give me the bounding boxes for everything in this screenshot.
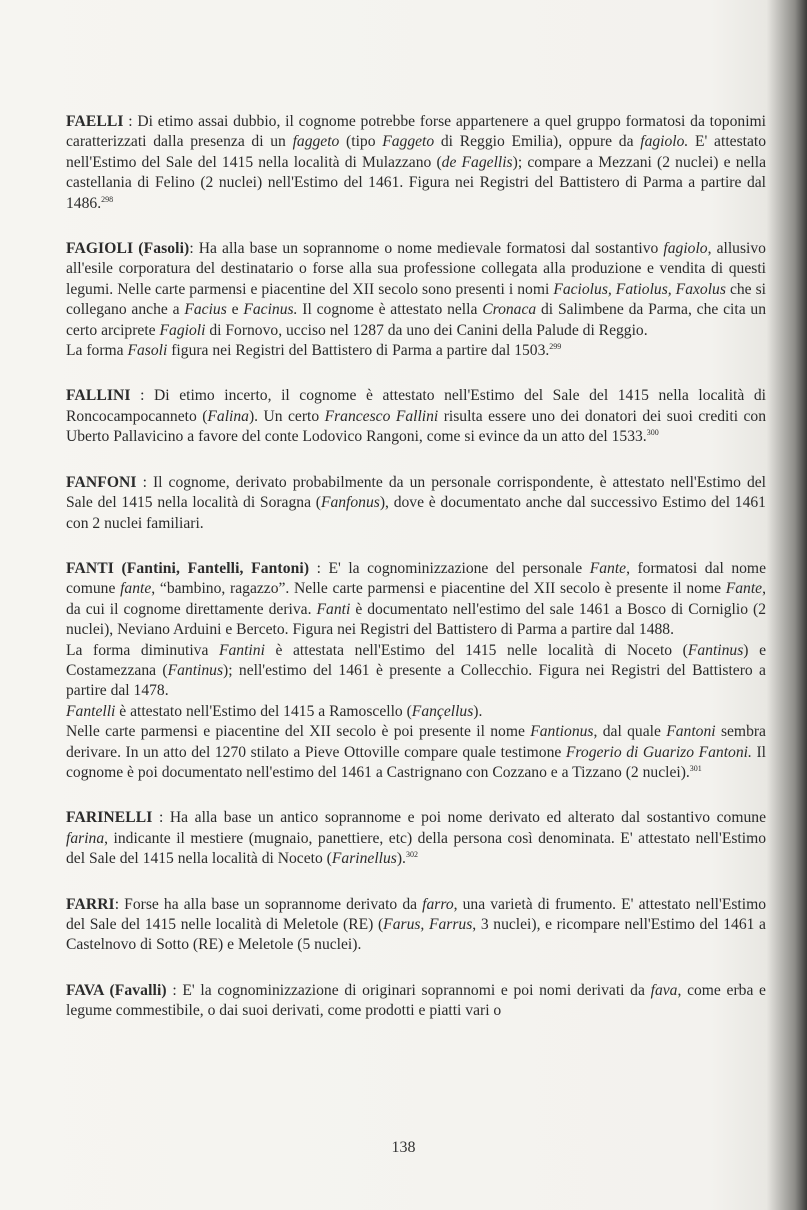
entry-fanti xyxy=(66,559,766,783)
entry-paragraph xyxy=(66,239,766,341)
italic-text: Frogerio di Guarizo Fantoni. xyxy=(565,743,752,761)
body-text: , dal quale xyxy=(593,723,667,741)
body-text: di Fornovo, ucciso nel 1287 da uno dei Canini della Palude di Reggio. xyxy=(205,321,648,339)
entry-paragraph xyxy=(66,808,766,869)
italic-text: Francesco Fallini xyxy=(324,407,439,425)
italic-text: Fantini xyxy=(218,641,265,659)
body-text: : Ha alla base un soprannome o nome medievale formatosi dal sostantivo xyxy=(189,240,664,258)
body-text: : Il cognome, derivato probabilmente da un personale corrispondente, è attestato nell'Estimo del Sale del 1415 nella località di Soragna ( xyxy=(66,473,766,512)
italic-text: Fante xyxy=(589,559,627,577)
italic-text: farro xyxy=(422,895,454,913)
body-text: : Forse ha alla base un soprannome derivato da xyxy=(114,895,423,913)
entry-paragraph xyxy=(66,702,766,722)
body-text: , come erba e legume commestibile, o dai suoi derivati, come prodotti e piatti vari o xyxy=(66,981,766,1020)
entry-headword: FAELLI xyxy=(66,113,124,130)
italic-text: Faggeto xyxy=(382,133,435,151)
entry-paragraph xyxy=(66,895,766,956)
body-text: di Reggio Emilia), oppure da xyxy=(434,133,641,151)
italic-text: Fançellus xyxy=(411,702,474,720)
body-text: e xyxy=(226,301,244,319)
body-text: di Salimbene da Parma, che cita un certo arciprete xyxy=(66,301,767,339)
footnote-ref: 298 xyxy=(101,194,114,204)
body-text: E' attestato nell'Estimo del Sale del 1415 nella località di Mulazzano ( xyxy=(66,133,767,171)
body-text: ). Un certo xyxy=(248,407,325,425)
italic-text: Fantinus xyxy=(167,661,224,679)
body-text: , indicante il mestiere (mugnaio, panettiere, etc) della persona così denominata. E' attestato nell'Estimo del Sale del 1415 nella località di Noceto ( xyxy=(66,829,766,868)
entry-headword: FANTI (Fantini, Fantelli, Fantoni) xyxy=(66,559,310,577)
footnote-ref: 302 xyxy=(405,850,418,859)
body-text: , formatosi dal nome comune xyxy=(66,559,766,598)
footnote-ref: 301 xyxy=(689,763,702,773)
entry-fallini xyxy=(66,386,766,447)
body-text: , allusivo all'esile corporatura del destinatario o forse alla sua professione collegata alla produzione e vendita di questi legumi. Nelle carte parmensi e piacentine del XII secolo sono presenti i nomi xyxy=(66,240,766,298)
entry-headword: FALLINI xyxy=(66,387,131,405)
body-text: ) e Costamezzana ( xyxy=(66,641,766,679)
italic-text: Faciolus, Fatiolus, Faxolus xyxy=(553,280,726,298)
footnote-ref: 300 xyxy=(646,428,659,438)
entry-paragraph xyxy=(66,559,766,641)
entry-paragraph xyxy=(66,112,766,214)
entry-paragraph xyxy=(66,386,766,447)
entry-paragraph xyxy=(66,473,766,534)
dictionary-entries xyxy=(66,112,766,1047)
body-text: : E' la cognominizzazione di originari soprannomi e poi nomi derivati da xyxy=(166,981,651,999)
entry-farri xyxy=(66,895,766,956)
italic-text: faggeto xyxy=(292,133,340,151)
body-text: è attestato nell'Estimo del 1415 a Ramoscello ( xyxy=(115,702,412,720)
footnote-ref: 299 xyxy=(549,341,562,351)
italic-text: Farus, Farrus xyxy=(383,916,473,933)
italic-text: Facius xyxy=(184,301,227,319)
body-text: , una varietà di frumento. E' attestato nell'Estimo del Sale del 1415 nelle località di Meletole (RE) ( xyxy=(66,895,767,933)
italic-text: Cronaca xyxy=(482,301,537,319)
body-text: , 3 nuclei), e ricompare nell'Estimo del 1461 a Castelnovo di Sotto (RE) e Meletole (5 nuclei). xyxy=(66,916,766,954)
body-text: , “bambino, ragazzo”. Nelle carte parmensi e piacentine del XII secolo è presente il nome xyxy=(151,580,726,598)
body-text: risulta essere uno dei donatori dei suoi crediti con Uberto Pallavicino a favore del conte Lodovico Rangoni, come si evince da un atto del 1533. xyxy=(66,407,766,446)
body-text: : Di etimo incerto, il cognome è attestato nell'Estimo del Sale del 1415 nella località di Roncocampocanneto ( xyxy=(66,387,766,425)
entry-paragraph xyxy=(66,722,766,783)
entry-headword: FANFONI xyxy=(66,473,137,491)
italic-text: fava xyxy=(650,981,678,999)
italic-text: Falina xyxy=(207,407,249,425)
entry-paragraph xyxy=(66,341,766,361)
body-text: ). xyxy=(473,702,483,720)
body-text: ); compare a Mezzani (2 nuclei) e nella castellania di Felino (2 nuclei) nell'Estimo del 1461. Figura nei Registri del Battistero di Parma a partire dal 1486. xyxy=(66,153,767,212)
body-text: che si collegano anche a xyxy=(66,280,767,319)
entry-farinelli xyxy=(66,808,766,869)
body-text: ). xyxy=(396,850,406,868)
body-text: Nelle carte parmensi e piacentine del XII secolo è poi presente il nome xyxy=(66,723,531,741)
entry-headword: FARRI xyxy=(66,895,115,913)
body-text: Il cognome è attestato nella xyxy=(297,301,483,319)
entry-headword: FAVA (Favalli) xyxy=(66,981,167,999)
italic-text: Fante xyxy=(725,580,763,598)
italic-text: Fantelli xyxy=(66,702,116,720)
body-text: : Ha alla base un antico soprannome e poi nome derivato ed alterato dal sostantivo comune xyxy=(152,809,766,827)
body-text: La forma diminutiva xyxy=(66,641,219,659)
italic-text: Fanti xyxy=(316,600,351,618)
body-text: è documentato nell'estimo del sale 1461 a Bosco di Corniglio (2 nuclei), Neviano Arduini e Berceto. Figura nei Registri del Battistero di Parma a partire dal 1488. xyxy=(66,600,767,639)
entry-fava xyxy=(66,981,766,1022)
italic-text: farina xyxy=(66,829,105,847)
entry-paragraph xyxy=(66,641,766,702)
body-text: ); nell'estimo del 1461 è presente a Collecchio. Figura nei Registri del Battistero a partire dal 1478. xyxy=(66,661,766,700)
italic-text: Facinus. xyxy=(243,301,298,319)
entry-fanfoni xyxy=(66,473,766,534)
entry-headword: FARINELLI xyxy=(66,809,153,827)
italic-text: Fantionus xyxy=(530,723,594,741)
body-text: : E' la cognominizzazione del personale xyxy=(309,559,590,577)
body-text: ), dove è documentato anche dal successivo Estimo del 1461 con 2 nuclei familiari. xyxy=(66,494,766,532)
body-text: La forma xyxy=(66,342,128,360)
body-text: è attestata nell'Estimo del 1415 nelle località di Noceto ( xyxy=(264,641,688,659)
italic-text: Fantoni xyxy=(666,723,716,741)
italic-text: Fasoli xyxy=(127,342,168,360)
entry-headword: FAGIOLI (Fasoli) xyxy=(66,240,190,258)
page-number: 138 xyxy=(391,1139,416,1156)
body-text: : Di etimo assai dubbio, il cognome potrebbe forse appartenere a quel gruppo formatosi da toponimi caratterizzati dalla presenza di un xyxy=(66,113,766,151)
entry-fagioli xyxy=(66,239,766,361)
body-text: (tipo xyxy=(339,133,383,151)
entry-faelli xyxy=(66,112,766,214)
body-text: , da cui il cognome direttamente deriva. xyxy=(66,580,766,618)
italic-text: Farinellus xyxy=(331,850,397,868)
body-text: Il cognome è poi documentato nell'estimo del 1461 a Castrignano con Cozzano e a Tizzano (2 nuclei). xyxy=(66,743,766,781)
italic-text: fante xyxy=(120,580,152,598)
body-text: figura nei Registri del Battistero di Parma a partire dal 1503. xyxy=(167,342,550,360)
italic-text: Fanfonus xyxy=(320,494,380,512)
italic-text: fagiolo. xyxy=(640,133,689,151)
entry-paragraph xyxy=(66,981,766,1022)
italic-text: fagiolo xyxy=(663,240,708,258)
body-text: sembra derivare. In un atto del 1270 stilato a Pieve Ottoville compare quale testimone xyxy=(66,723,766,761)
italic-text: Fagioli xyxy=(159,321,206,339)
italic-text: de Fagellis xyxy=(441,153,513,171)
italic-text: Fantinus xyxy=(687,641,744,659)
